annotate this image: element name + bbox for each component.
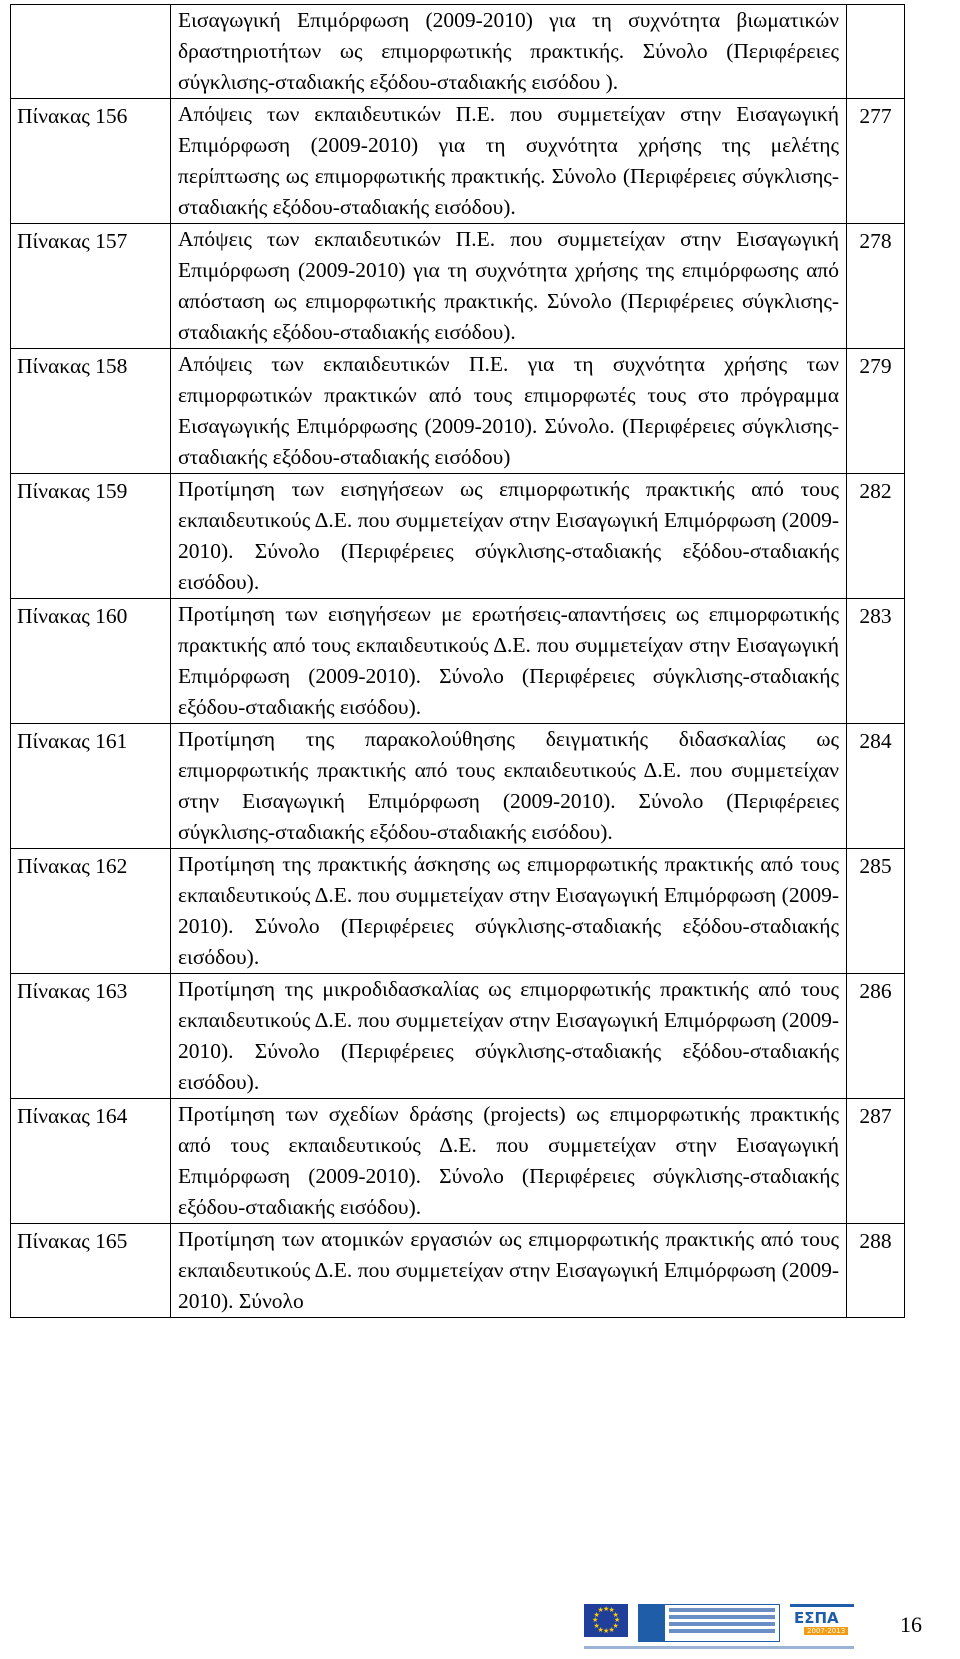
toc-table-label: Πίνακας 157 [17,229,128,253]
toc-row [11,849,905,974]
toc-table-label-cell [11,724,171,849]
toc-table-description-cell [171,599,847,724]
toc-page-number: 277 [859,104,892,128]
table-of-contents [10,4,905,1318]
page-number: 16 [900,1612,922,1637]
toc-table-label: Πίνακας 156 [17,104,128,128]
toc-table-label: Πίνακας 159 [17,479,128,503]
toc-table-label: Πίνακας 163 [17,979,128,1003]
page-footer [0,1590,960,1659]
toc-row [11,724,905,849]
toc-table-description: Προτίμηση των σχεδίων δράσης (projects) ως επιμορφωτικής πρακτικής από τους εκπαιδευτικούς Δ.Ε. που συμμετείχαν στην Εισαγωγική Επιμόρφωση (2009-2010). Σύνολο (Περιφέρειες σύγκλισης-σταδιακής εξόδου-σταδιακής εισόδου). [178,1102,839,1219]
toc-page-number-cell [847,1224,905,1318]
toc-page-number: 283 [859,604,892,628]
toc-table-label-cell [11,99,171,224]
toc-table-description-cell [171,974,847,1099]
toc-page-number: 284 [859,729,892,753]
toc-page-number: 288 [859,1229,892,1253]
toc-table-label-cell [11,849,171,974]
toc-page-number-cell [847,849,905,974]
toc-page-number-cell [847,224,905,349]
toc-row [11,349,905,474]
toc-row [11,599,905,724]
toc-table-description-cell [171,5,847,99]
toc-table-label-cell [11,224,171,349]
toc-table-description-cell [171,349,847,474]
toc-page-number: 282 [859,479,892,503]
toc-row [11,224,905,349]
toc-table-description: Προτίμηση της μικροδιδασκαλίας ως επιμορφωτικής πρακτικής από τους εκπαιδευτικούς Δ.Ε. που συμμετείχαν στην Εισαγωγική Επιμόρφωση (2009-2010). Σύνολο (Περιφέρειες σύγκλισης-σταδιακής εξόδου-σταδιακής εισόδου). [178,977,839,1094]
toc-table-description: Προτίμηση της παρακολούθησης δειγματικής διδασκαλίας ως επιμορφωτικής πρακτικής από τους εκπαιδευτικούς Δ.Ε. που συμμετείχαν στην Εισαγωγική Επιμόρφωση (2009-2010). Σύνολο (Περιφέρειες σύγκλισης-σταδιακής εξόδου-σταδιακής εισόδου). [178,727,839,844]
eu-flag-logo [584,1604,628,1637]
toc-table-description-cell [171,224,847,349]
toc-body [11,5,905,1318]
toc-row [11,99,905,224]
toc-table-label-cell [11,5,171,99]
toc-table-description: Απόψεις των εκπαιδευτικών Π.Ε. που συμμετείχαν στην Εισαγωγική Επιμόρφωση (2009-2010) για τη συχνότητα χρήσης της μελέτης περίπτωσης ως επιμορφωτικής πρακτικής. Σύνολο (Περιφέρειες σύγκλισης-σταδιακής εξόδου-σταδιακής εισόδου). [178,102,839,219]
toc-table-label-cell [11,974,171,1099]
toc-row [11,1224,905,1318]
toc-table-description: Εισαγωγική Επιμόρφωση (2009-2010) για τη συχνότητα βιωματικών δραστηριοτήτων ως επιμορφωτικής πρακτικής. Σύνολο (Περιφέρειες σύγκλισης-σταδιακής εξόδου-σταδιακής εισόδου ). [178,8,839,94]
toc-table-label-cell [11,474,171,599]
toc-table-description-cell [171,1099,847,1224]
toc-table-description: Προτίμηση των ατομικών εργασιών ως επιμορφωτικής πρακτικής από τους εκπαιδευτικούς Δ.Ε. που συμμετείχαν στην Εισαγωγική Επιμόρφωση (2009-2010). Σύνολο [178,1227,839,1313]
toc-page-number-cell [847,349,905,474]
footer-rule [584,1646,854,1649]
toc-page-number: 279 [859,354,892,378]
toc-table-label-cell [11,349,171,474]
toc-table-description: Απόψεις των εκπαιδευτικών Π.Ε. που συμμετείχαν στην Εισαγωγική Επιμόρφωση (2009-2010) για τη συχνότητα χρήσης της επιμόρφωσης από απόσταση ως επιμορφωτικής πρακτικής. Σύνολο (Περιφέρειες σύγκλισης-σταδιακής εξόδου-σταδιακής εισόδου). [178,227,839,344]
toc-table-label: Πίνακας 162 [17,854,128,878]
toc-table-label [17,5,163,7]
toc-table-label: Πίνακας 164 [17,1104,128,1128]
toc-table-label-cell [11,1099,171,1224]
toc-page-number: 285 [859,854,892,878]
toc-table-label: Πίνακας 160 [17,604,128,628]
toc-table-label-cell [11,1224,171,1318]
toc-table-label: Πίνακας 161 [17,729,128,753]
toc-table-description-cell [171,99,847,224]
toc-page-number-cell [847,974,905,1099]
toc-table-description-cell [171,724,847,849]
toc-table-description-cell [171,474,847,599]
toc-table-description-cell [171,849,847,974]
toc-page-number-cell [847,1099,905,1224]
toc-row [11,474,905,599]
toc-page-number-cell [847,5,905,99]
toc-table-description: Προτίμηση των εισηγήσεων με ερωτήσεις-απαντήσεις ως επιμορφωτικής πρακτικής από τους εκπαιδευτικούς Δ.Ε. που συμμετείχαν στην Εισαγωγική Επιμόρφωση (2009-2010). Σύνολο (Περιφέρειες σύγκλισης-σταδιακής εξόδου-σταδιακής εισόδου). [178,602,839,719]
toc-page-number: 287 [859,1104,892,1128]
toc-page-number [854,5,897,7]
toc-table-description: Προτίμηση της πρακτικής άσκησης ως επιμορφωτικής πρακτικής από τους εκπαιδευτικούς Δ.Ε. που συμμετείχαν στην Εισαγωγική Επιμόρφωση (2009-2010). Σύνολο (Περιφέρειες σύγκλισης-σταδιακής εξόδου-σταδιακής εισόδου). [178,852,839,969]
toc-table-label: Πίνακας 158 [17,354,128,378]
espa-logo: ΕΣΠΑ 2007-2013 [790,1604,854,1643]
toc-page-number-cell [847,99,905,224]
toc-page-number-cell [847,474,905,599]
toc-row [11,1099,905,1224]
operational-programme-logo [638,1604,780,1642]
toc-table-label: Πίνακας 165 [17,1229,128,1253]
toc-table-label-cell [11,599,171,724]
toc-row [11,974,905,1099]
toc-page-number: 286 [859,979,892,1003]
sponsor-logos [584,1604,854,1643]
toc-row [11,5,905,99]
toc-table-description: Απόψεις των εκπαιδευτικών Π.Ε. για τη συχνότητα χρήσης των επιμορφωτικών πρακτικών από τους επιμορφωτές τους στο πρόγραμμα Εισαγωγικής Επιμόρφωσης (2009-2010). Σύνολο. (Περιφέρειες σύγκλισης-σταδιακής εξόδου-σταδιακής εισόδου) [178,352,839,469]
eu-flag-icon: ★ ★ ★ ★ ★ ★ ★ ★ ★ ★ ★ ★ [584,1604,628,1637]
toc-table-description-cell [171,1224,847,1318]
toc-table-description: Προτίμηση των εισηγήσεων ως επιμορφωτικής πρακτικής από τους εκπαιδευτικούς Δ.Ε. που συμμετείχαν στην Εισαγωγική Επιμόρφωση (2009-2010). Σύνολο (Περιφέρειες σύγκλισης-σταδιακής εξόδου-σταδιακής εισόδου). [178,477,839,594]
toc-page-number-cell [847,724,905,849]
toc-page-number-cell [847,599,905,724]
toc-page-number: 278 [859,229,892,253]
